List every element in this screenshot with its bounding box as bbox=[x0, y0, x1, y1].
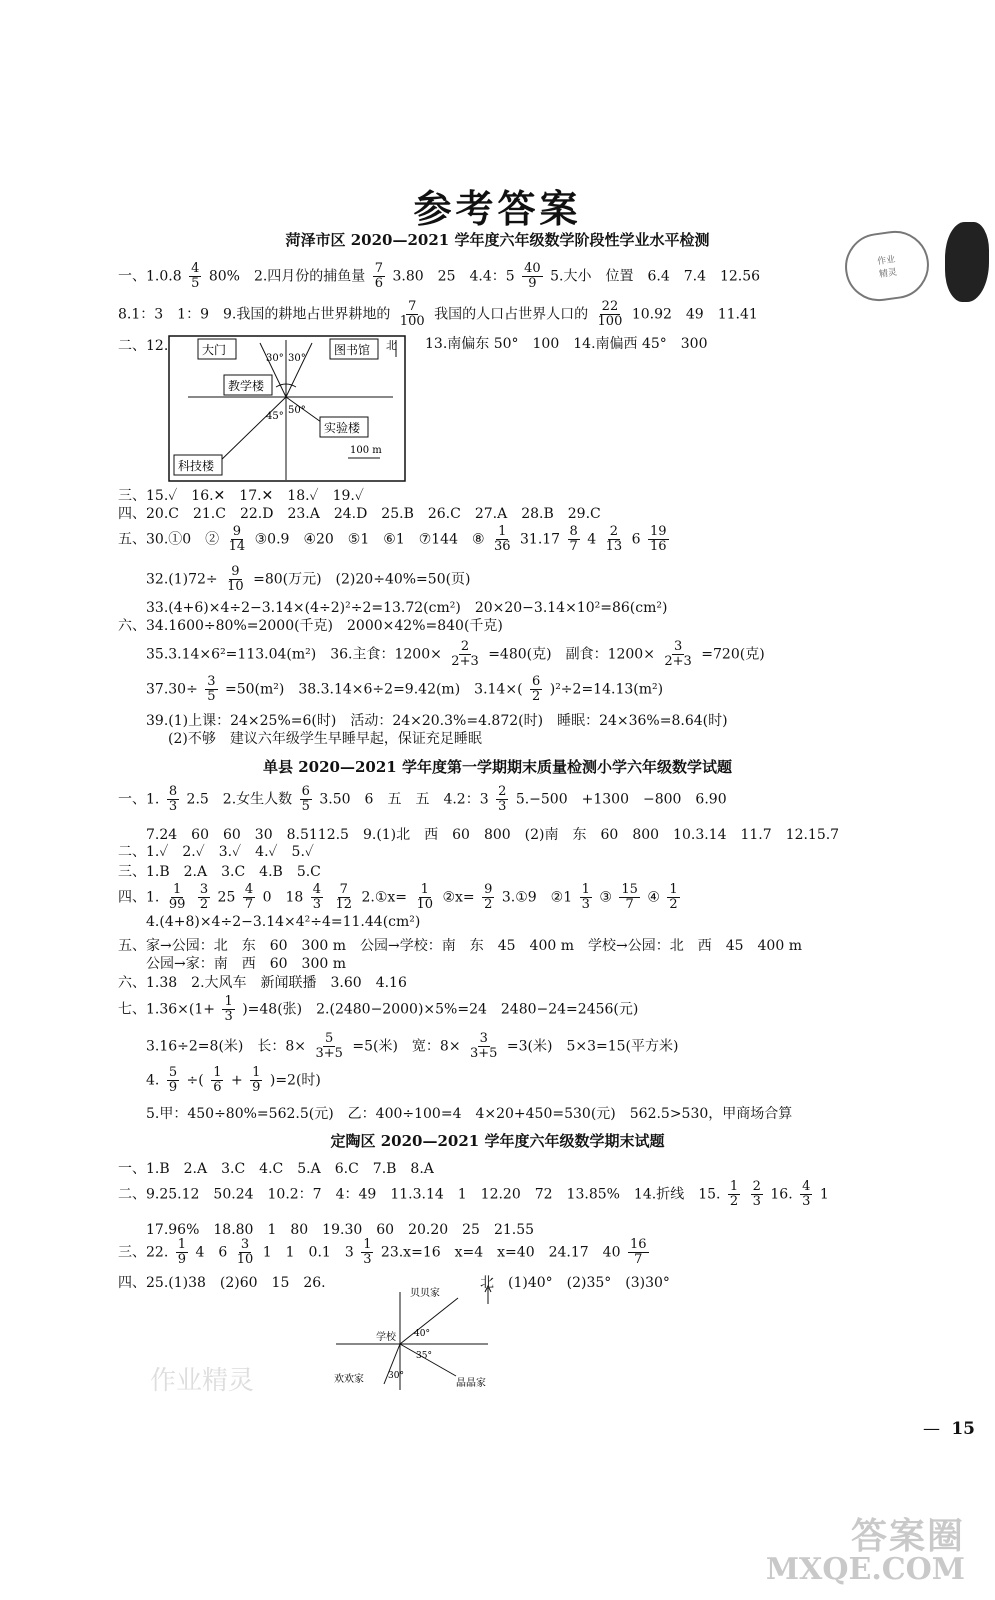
page-dash: — bbox=[923, 1419, 940, 1439]
s3-line-5: 四、25.(1)38 (2)60 15 26. bbox=[118, 1275, 326, 1291]
s3-line-5b: 北 (1)40° (2)35° (3)30° bbox=[480, 1275, 670, 1291]
map-gate-label: 大门 bbox=[202, 343, 227, 357]
s1-line-8: 六、34.1600÷80%=2000(千克) 2000×42%=840(千克) bbox=[118, 618, 503, 634]
map2-school-label: 学校 bbox=[376, 1332, 396, 1343]
map-north-label: 北 bbox=[386, 339, 397, 352]
s1-line-11: 39.(1)上课：24×25%=6(时) 活动：24×20.3%=4.872(时) 睡眠：24×36%=8.64(时) bbox=[146, 713, 728, 729]
s2-line-12: 4. $\frac{5}{9}$ ÷( $\frac{1}{6}$ + $\frac{1}{9}$ )=2(时) bbox=[146, 1065, 321, 1095]
campus-map-diagram bbox=[168, 335, 408, 485]
map2-angle-40: 40° bbox=[414, 1329, 430, 1339]
s1-line-2: 8.1：3 1：9 9.我国的耕地占世界耕地的 $\frac{7}{100}$ 我国的人口占世界人口的 $\frac{22}{100}$ 10.92 49 11.41 bbox=[118, 299, 758, 329]
s2-line-1: 一、1. $\frac{8}{3}$ 2.5 2.女生人数 $\frac{6}{5}$ 3.50 6 五 五 4.2：3 $\frac{2}{3}$ 5.−500 +1300 −800 6.90 bbox=[118, 784, 727, 814]
stamp-text-1: 作业 bbox=[876, 254, 896, 268]
map-angle-45: 45° bbox=[266, 411, 284, 422]
section-heading-dingtao: 定陶区 2020—2021 学年度六年级数学期末试题 bbox=[330, 1132, 665, 1150]
s2-line-6: 4.(4+8)×4÷2−3.14×4²÷4=11.44(cm²) bbox=[146, 914, 421, 930]
s3-line-3: 17.96% 18.80 1 80 19.30 60 20.20 25 21.55 bbox=[146, 1222, 535, 1238]
map-angle-30b: 30° bbox=[288, 353, 306, 364]
s2-line-10: 七、1.36×(1+ $\frac{1}{3}$ )=48(张) 2.(2480−2000)×5%=24 2480−24=2456(元) bbox=[118, 994, 639, 1024]
s1-line-9: 35.3.14×6²=113.04(m²) 36.主食：1200× $\frac{2}{2+3}$ =480(克) 副食：1200× $\frac{3}{2+3}$ =720(克) bbox=[146, 639, 765, 669]
s1-line-5: 五、30.①0 ② $\frac{9}{14}$ ③0.9 ④20 ⑤1 ⑥1 ⑦144 ⑧ $\frac{1}{36}$ 31.17 $\frac{8}{7}$ 4 $\frac{2}{13}$ 6 $\frac{19}{16}$ bbox=[118, 524, 667, 554]
s2-line-9: 六、1.38 2.大风车 新闻联播 3.60 4.16 bbox=[118, 975, 407, 991]
stamp-text-2: 精灵 bbox=[878, 267, 898, 281]
section-heading-shanxian: 单县 2020—2021 学年度第一学期期末质量检测小学六年级数学试题 bbox=[263, 758, 732, 776]
s2-line-5: 四、1. $\frac{1}{99}$ $\frac{3}{2}$ 25 $\frac{4}{7}$ 0 18 $\frac{4}{3}$ $\frac{7}{12}$ 2.①x= $\frac{1}{10}$ ②x= $\frac{9}{2}$ 3.①9 ②1 $\frac{1}{3}$ ③ $\frac{15}{7}$ ④ $\frac{1}{2}$ bbox=[118, 882, 678, 912]
map2-angle-30: 30° bbox=[388, 1371, 404, 1381]
map-tech-building-label: 科技楼 bbox=[178, 459, 215, 473]
watermark-daanquan: 答案圈 bbox=[850, 1515, 965, 1557]
map2-angle-35: 35° bbox=[416, 1351, 432, 1361]
s2-line-3: 二、1.✓ 2.✓ 3.✓ 4.✓ 5.✓ bbox=[118, 844, 314, 860]
map-scale-label: 100 m bbox=[350, 445, 382, 456]
s2-line-2: 7.24 60 60 30 8.5112.5 9.(1)北 西 60 800 (2)南 东 60 800 10.3.14 11.7 12.15.7 bbox=[146, 827, 840, 843]
watermark-zuoye: 作业精灵 bbox=[150, 1366, 255, 1396]
page-number: 15 bbox=[951, 1419, 975, 1439]
map-teaching-building-label: 教学楼 bbox=[228, 379, 265, 393]
map2-huanhuan-label: 欢欢家 bbox=[334, 1374, 364, 1385]
watermark-mxqe: MXQE.COM bbox=[765, 1552, 965, 1587]
s2-line-8: 公园→家：南 西 60 300 m bbox=[146, 956, 346, 972]
map-lab-building-label: 实验楼 bbox=[324, 421, 361, 435]
s2-line-7: 五、家→公园：北 东 60 300 m 公园→学校：南 东 45 400 m 学校→公园：北 西 45 400 m bbox=[118, 938, 802, 954]
s3-line-2: 二、9.25.12 50.24 10.2：7 4：49 11.3.14 1 12.20 72 13.85% 14.折线 15. $\frac{1}{2}$ $\frac{2}{3}$ 16. $\frac{4}{3}$ 1 bbox=[118, 1179, 829, 1209]
s1-line-1: 一、1.0.8 $\frac{4}{5}$ 80% 2.四月份的捕鱼量 $\frac{7}{6}$ 3.80 25 4.4：5 $\frac{40}{9}$ 5.大小 位置 6.4 7.4 12.56 bbox=[118, 261, 761, 291]
direction-map-diagram bbox=[328, 1280, 518, 1400]
s1-line-3: 三、15.✓ 16.✕ 17.✕ 18.✓ 19.✓ bbox=[118, 488, 364, 504]
map-angle-30a: 30° bbox=[266, 353, 284, 364]
s1-line-10: 37.30÷ $\frac{3}{5}$ =50(m²) 38.3.14×6÷2=9.42(m) 3.14×( $\frac{6}{2}$ )²÷2=14.13(m²) bbox=[146, 674, 664, 704]
q13-q14-answers: 13.南偏东 50° 100 14.南偏西 45° 300 bbox=[425, 336, 708, 352]
s2-line-4: 三、1.B 2.A 3.C 4.B 5.C bbox=[118, 864, 321, 880]
s1-line-6: 32.(1)72÷ $\frac{9}{10}$ =80(万元) (2)20÷40%=50(页) bbox=[146, 564, 471, 594]
s1-line-4: 四、20.C 21.C 22.D 23.A 24.D 25.B 26.C 27.A 28.B 29.C bbox=[118, 506, 601, 522]
q12-label: 二、12. bbox=[118, 338, 169, 354]
map-library-label: 图书馆 bbox=[334, 343, 371, 357]
page-title: 参考答案 bbox=[413, 186, 582, 231]
s1-line-12: (2)不够 建议六年级学生早睡早起，保证充足睡眠 bbox=[168, 731, 482, 747]
s2-line-11: 3.16÷2=8(米) 长：8× $\frac{5}{3+5}$ =5(米) 宽：8× $\frac{3}{3+5}$ =3(米) 5×3=15(平方米) bbox=[146, 1031, 679, 1061]
section-heading-heze: 菏泽市区 2020—2021 学年度六年级数学阶段性学业水平检测 bbox=[285, 231, 710, 249]
s2-line-13: 5.甲：450÷80%=562.5(元) 乙：400÷100=4 4×20+450=530(元) 562.5>530，甲商场合算 bbox=[146, 1106, 793, 1122]
s1-line-7: 33.(4+6)×4÷2−3.14×(4÷2)²÷2=13.72(cm²) 20×20−3.14×10²=86(cm²) bbox=[146, 600, 668, 616]
map-angle-50: 50° bbox=[288, 405, 306, 416]
map2-beibei-label: 贝贝家 bbox=[410, 1288, 440, 1299]
s3-line-4: 三、22. $\frac{1}{9}$ 4 6 $\frac{3}{10}$ 1 1 0.1 3 $\frac{1}{3}$ 23.x=16 x=4 x=40 24.17 40 $\frac{16}{7}$ bbox=[118, 1237, 647, 1267]
map2-jingjing-label: 晶晶家 bbox=[456, 1378, 486, 1389]
s3-line-1: 一、1.B 2.A 3.C 4.C 5.A 6.C 7.B 8.A bbox=[118, 1161, 434, 1177]
